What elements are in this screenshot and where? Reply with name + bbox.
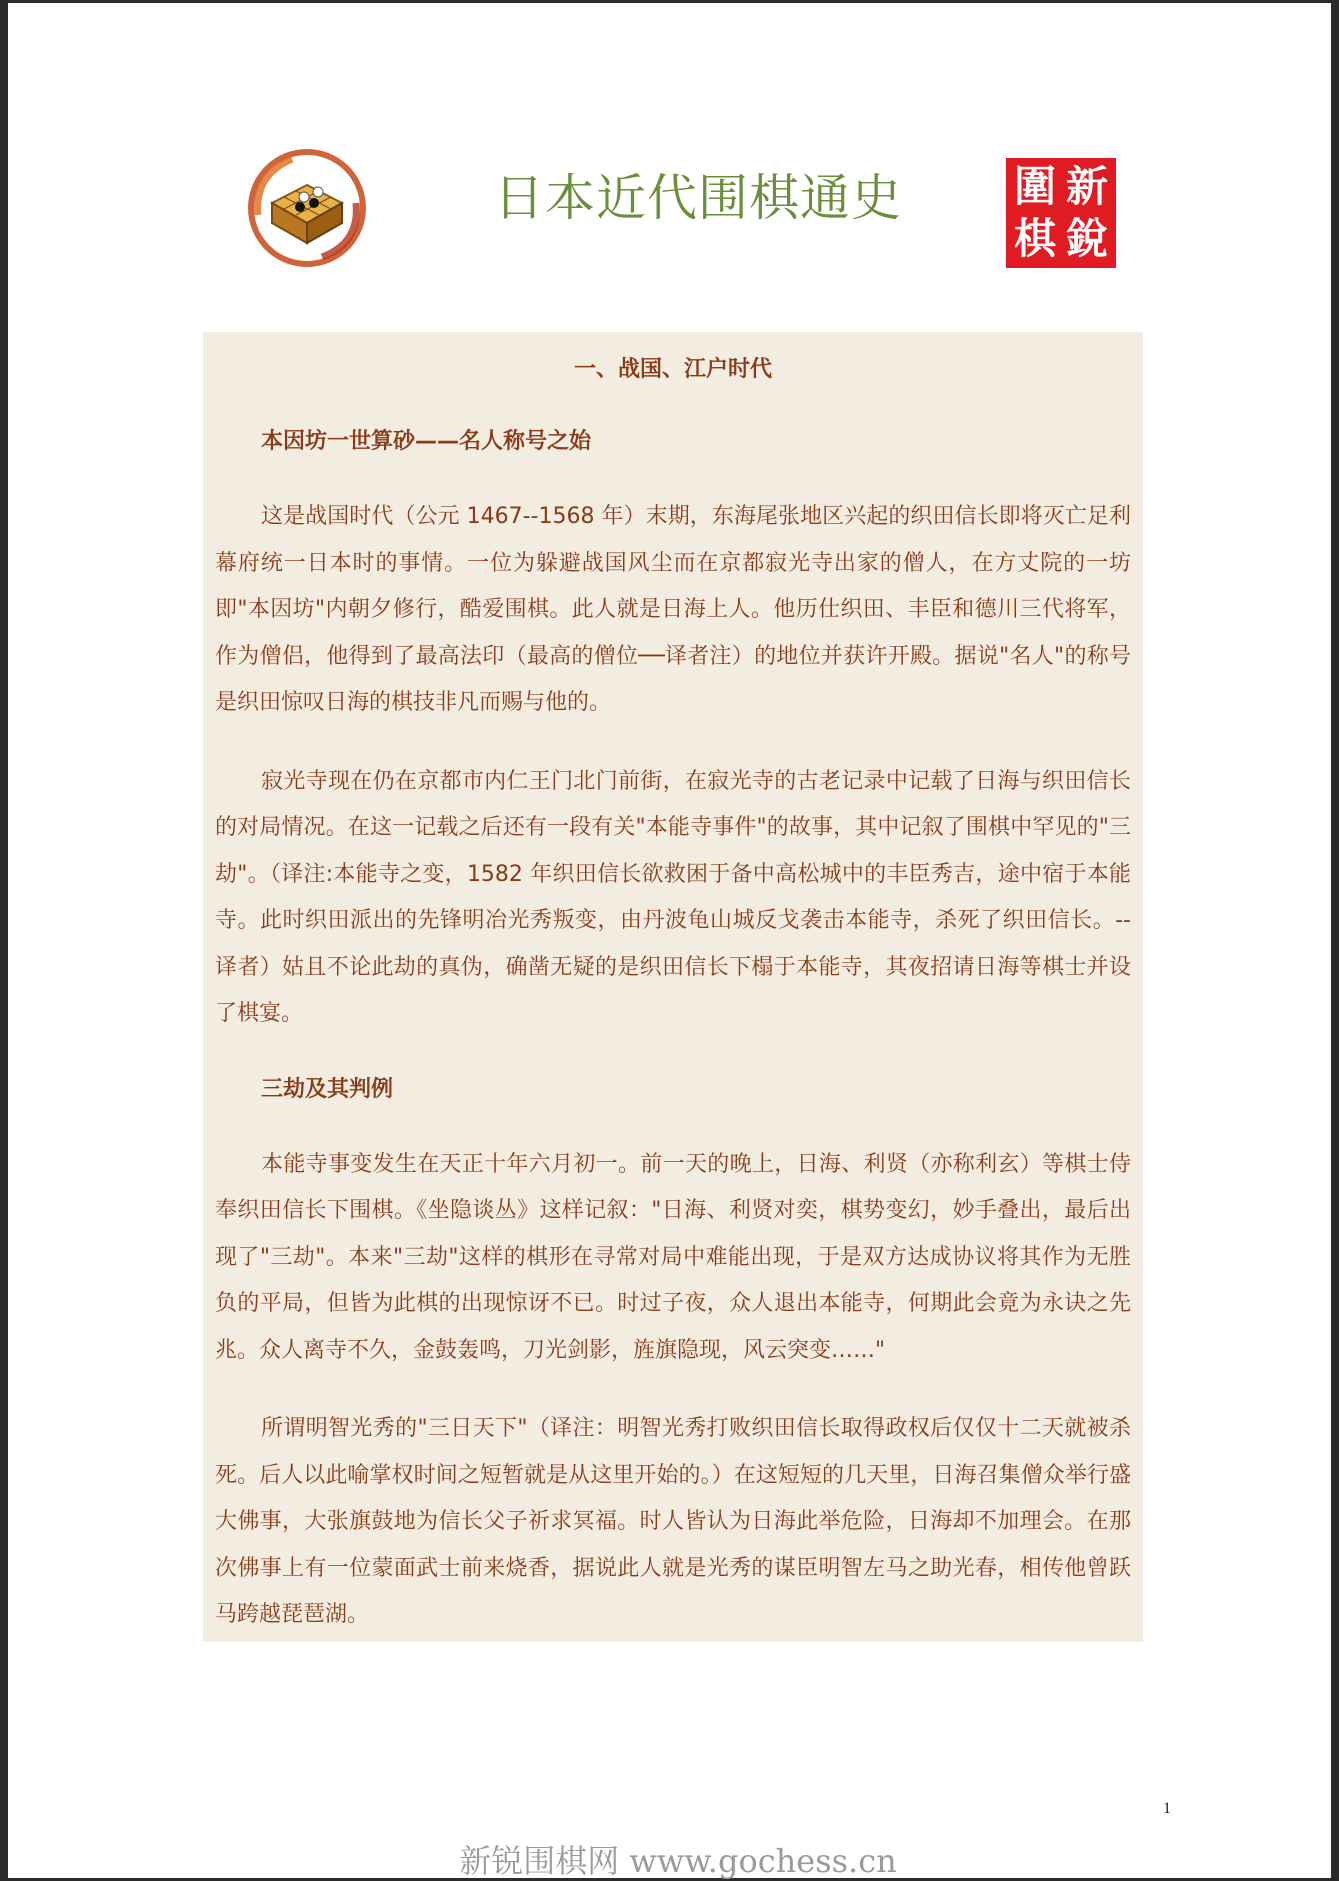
paragraph: 本能寺事变发生在天正十年六月初一。前一天的晚上，日海、利贤（亦称利玄）等棋士侍奉织田信长下围棋。《坐隐谈丛》这样记叙："日海、利贤对奕，棋势变幻，妙手叠出，最后出现了"三劫"。本来"三劫"这样的棋形在寻常对局中难能出现，于是双方达成协议将其作为无胜负的平局，但皆为此棋的出现惊讶不已。时过子夜，众人退出本能寺，何期此会竟为永诀之先兆。众人离寺不久，金鼓轰鸣，刀光剑影，旌旗隐现，风云突变……" (215, 1151, 1131, 1363)
go-board-logo-icon (244, 145, 370, 271)
paragraph: 寂光寺现在仍在京都市内仁王门北门前街，在寂光寺的古老记录中记载了日海与织田信长的对局情况。在这一记载之后还有一段有关"本能寺事件"的故事，其中记叙了围棋中罕见的"三劫"。（译注:本能寺之变，1582 年织田信长欲救困于备中高松城中的丰臣秀吉，途中宿于本能寺。此时织田派出的先锋明冶光秀叛变，由丹波龟山城反戈袭击本能寺，杀死了织田信长。--译者）姑且不论此劫的真伪，确凿无疑的是织田信长下榻于本能寺，其夜招请日海等棋士并设了棋宴。 (215, 768, 1131, 1026)
paragraph: 这是战国时代（公元 1467--1568 年）末期，东海尾张地区兴起的织田信长即将灭亡足利幕府统一日本时的事情。一位为躲避战国风尘而在京都寂光寺出家的僧人，在方丈院的一坊即"本因坊"内朝夕修行，酷爱围棋。此人就是日海上人。他历仕织田、丰臣和德川三代将军，作为僧侣，他得到了最高法印（最高的僧位──译者注）的地位并获许开殿。据说"名人"的称号是织田惊叹日海的棋技非凡而赐与他的。 (215, 504, 1131, 715)
seal-char: 圍 (1013, 162, 1056, 211)
page-number: 1 (1163, 1800, 1171, 1817)
subsection-title: 三劫及其判例 (261, 1076, 394, 1102)
footer-watermark: 新锐围棋网 www.gochess.cn (459, 1842, 897, 1880)
article-body (203, 332, 1143, 1642)
xinrui-weiqi-seal (1006, 158, 1116, 268)
paragraph: 所谓明智光秀的"三日天下"（译注：明智光秀打败织田信长取得政权后仅仅十二天就被杀死。后人以此喻掌权时间之短暂就是从这里开始的。）在这短短的几天里，日海召集僧众举行盛大佛事，大张旗鼓地为信长父子祈求冥福。时人皆认为日海此举危险，日海却不加理会。在那次佛事上有一位蒙面武士前来烧香，据说此人就是光秀的谋臣明智左马之助光春，相传他曾跃马跨越琵琶湖。 (215, 1416, 1131, 1627)
document-page (8, 3, 1331, 1878)
page-title: 日本近代围棋通史 (494, 169, 902, 227)
seal-char: 銳 (1065, 214, 1108, 263)
section-title: 一、战国、江户时代 (573, 357, 772, 382)
seal-char: 新 (1065, 162, 1108, 211)
subsection-title: 本因坊一世算砂——名人称号之始 (261, 429, 592, 454)
seal-char: 棋 (1013, 214, 1056, 263)
